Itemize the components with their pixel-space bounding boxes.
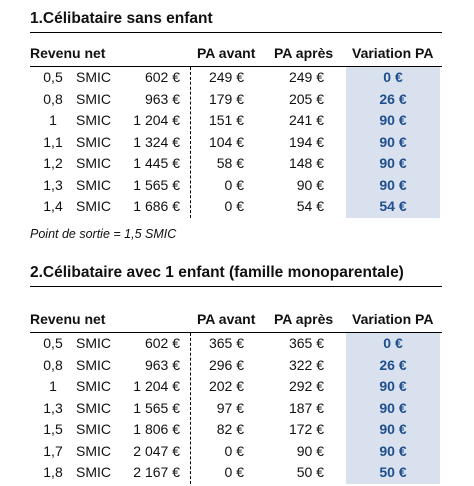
cell-pa-avant: 97 €: [216, 399, 244, 416]
cell-revenu: 1 445 €: [133, 155, 180, 171]
table-row: [0, 355, 474, 377]
cell-unit: SMIC: [76, 176, 111, 193]
table-row: [0, 67, 474, 89]
cell-revenu: 1 565 €: [133, 176, 180, 193]
cell-mult: 1,3: [43, 176, 63, 193]
cell-mult: 1,5: [43, 421, 63, 437]
cell-mult: 1: [49, 378, 57, 394]
cell-mult: 1,2: [43, 155, 63, 171]
header-variation: Variation PA: [352, 311, 434, 327]
cell-pa-apres: 90 €: [296, 442, 324, 459]
cell-pa-avant: 179 €: [208, 90, 244, 107]
cell-unit: SMIC: [76, 90, 111, 107]
table-row: [0, 175, 474, 197]
cell-mult: 0,8: [43, 356, 63, 373]
exit-point-note: Point de sortie = 1,5 SMIC: [30, 227, 177, 241]
cell-mult: 1: [49, 112, 57, 128]
section-2-body: [0, 333, 474, 484]
cell-pa-apres: 194 €: [288, 133, 324, 150]
cell-pa-avant: 104 €: [208, 133, 244, 150]
cell-pa-apres: 292 €: [288, 378, 324, 394]
cell-variation: 90 €: [379, 176, 407, 193]
cell-mult: 0,8: [43, 90, 63, 107]
cell-revenu: 2 167 €: [133, 464, 180, 480]
table-row: [0, 110, 474, 132]
cell-unit: SMIC: [76, 421, 111, 437]
cell-pa-apres: 241 €: [288, 112, 324, 128]
cell-variation: 90 €: [379, 442, 407, 459]
cell-revenu: 1 686 €: [133, 198, 180, 214]
cell-pa-apres: 322 €: [288, 356, 324, 373]
section-2-header-row: [0, 308, 474, 332]
cell-revenu: 1 324 €: [133, 133, 180, 150]
cell-pa-avant: 0 €: [224, 176, 244, 193]
cell-pa-avant: 0 €: [224, 442, 244, 459]
table-row: [0, 196, 474, 218]
cell-pa-apres: 54 €: [296, 198, 324, 214]
cell-revenu: 602 €: [144, 69, 180, 85]
cell-unit: SMIC: [76, 198, 111, 214]
cell-revenu: 1 204 €: [133, 112, 180, 128]
cell-variation: 0 €: [383, 69, 403, 85]
section-2-title: 2.Célibataire avec 1 enfant (famille monoparentale): [30, 264, 404, 281]
cell-pa-avant: 0 €: [224, 198, 244, 214]
cell-variation: 0 €: [383, 335, 403, 351]
table-row: [0, 398, 474, 420]
cell-pa-avant: 151 €: [208, 112, 244, 128]
header-pa-apres: PA après: [274, 311, 334, 327]
table-row: [0, 132, 474, 154]
cell-mult: 1,7: [43, 442, 63, 459]
cell-unit: SMIC: [76, 112, 111, 128]
cell-pa-apres: 187 €: [288, 399, 324, 416]
section-1-header-row: [0, 42, 474, 66]
cell-variation: 90 €: [379, 399, 407, 416]
cell-unit: SMIC: [76, 378, 111, 394]
cell-pa-apres: 50 €: [296, 464, 324, 480]
cell-pa-avant: 82 €: [216, 421, 244, 437]
cell-mult: 1,1: [43, 133, 63, 150]
table-row: [0, 89, 474, 111]
cell-revenu: 602 €: [144, 335, 180, 351]
cell-variation: 90 €: [379, 378, 407, 394]
cell-variation: 26 €: [379, 356, 407, 373]
cell-pa-avant: 249 €: [208, 69, 244, 85]
cell-unit: SMIC: [76, 155, 111, 171]
section-1-title: 1.Célibataire sans enfant: [30, 10, 213, 27]
table-row: [0, 462, 474, 484]
header-pa-apres: PA après: [274, 45, 334, 61]
cell-unit: SMIC: [76, 69, 111, 85]
section-1-title-rule: [30, 32, 442, 33]
table-row: [0, 333, 474, 355]
cell-variation: 90 €: [379, 421, 407, 437]
cell-revenu: 1 806 €: [133, 421, 180, 437]
cell-variation: 90 €: [379, 112, 407, 128]
cell-pa-avant: 202 €: [208, 378, 244, 394]
header-revenu: Revenu net: [30, 311, 106, 327]
cell-unit: SMIC: [76, 356, 111, 373]
table-row: [0, 153, 474, 175]
cell-mult: 1,4: [43, 198, 63, 214]
cell-variation: 90 €: [379, 155, 407, 171]
cell-mult: 1,8: [43, 464, 63, 480]
cell-variation: 54 €: [379, 198, 407, 214]
cell-pa-apres: 205 €: [288, 90, 324, 107]
cell-unit: SMIC: [76, 442, 111, 459]
header-pa-avant: PA avant: [197, 45, 256, 61]
header-pa-avant: PA avant: [197, 311, 256, 327]
cell-pa-avant: 0 €: [224, 464, 244, 480]
cell-pa-avant: 58 €: [216, 155, 244, 171]
cell-variation: 26 €: [379, 90, 407, 107]
cell-pa-apres: 249 €: [288, 69, 324, 85]
cell-pa-apres: 365 €: [288, 335, 324, 351]
cell-unit: SMIC: [76, 133, 111, 150]
header-variation: Variation PA: [352, 45, 434, 61]
cell-unit: SMIC: [76, 464, 111, 480]
cell-mult: 1,3: [43, 399, 63, 416]
cell-variation: 50 €: [379, 464, 407, 480]
cell-pa-apres: 90 €: [296, 176, 324, 193]
cell-revenu: 963 €: [144, 90, 180, 107]
cell-revenu: 2 047 €: [133, 442, 180, 459]
cell-unit: SMIC: [76, 399, 111, 416]
cell-unit: SMIC: [76, 335, 111, 351]
section-1-body: [0, 67, 474, 218]
cell-pa-avant: 296 €: [208, 356, 244, 373]
cell-variation: 90 €: [379, 133, 407, 150]
cell-revenu: 963 €: [144, 356, 180, 373]
cell-revenu: 1 565 €: [133, 399, 180, 416]
section-2-title-rule: [30, 286, 442, 287]
table-row: [0, 419, 474, 441]
cell-pa-apres: 148 €: [288, 155, 324, 171]
header-revenu: Revenu net: [30, 45, 106, 61]
cell-pa-apres: 172 €: [288, 421, 324, 437]
cell-revenu: 1 204 €: [133, 378, 180, 394]
cell-mult: 0,5: [43, 69, 63, 85]
table-row: [0, 441, 474, 463]
cell-pa-avant: 365 €: [208, 335, 244, 351]
cell-mult: 0,5: [43, 335, 63, 351]
table-row: [0, 376, 474, 398]
